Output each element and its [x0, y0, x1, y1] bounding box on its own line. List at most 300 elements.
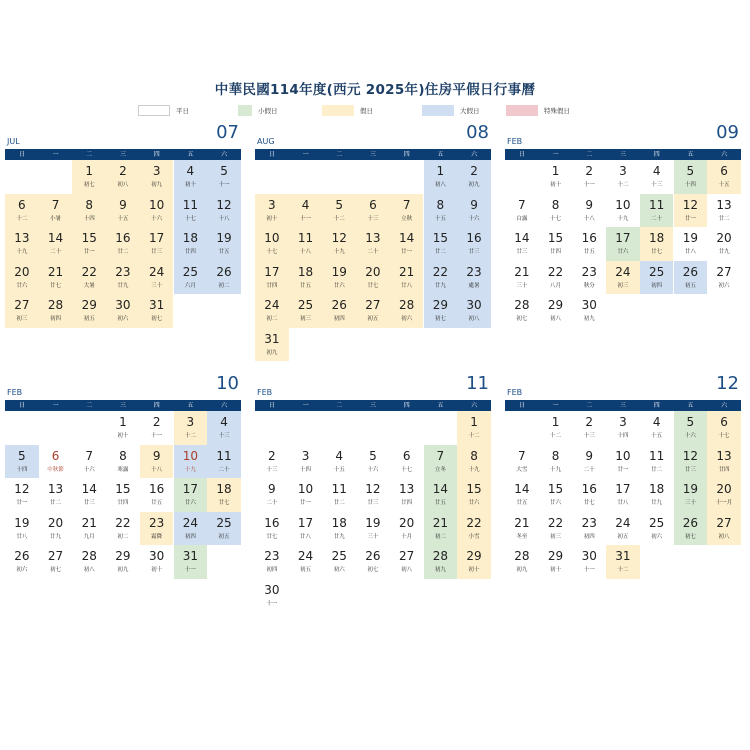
day-cell[interactable]	[140, 445, 174, 479]
lunar-date: 初三	[300, 316, 312, 322]
day-cell[interactable]	[207, 478, 241, 512]
day-cell[interactable]	[106, 227, 140, 261]
day-cell[interactable]	[255, 579, 289, 613]
day-number: 18	[649, 231, 665, 245]
day-cell[interactable]	[457, 545, 491, 579]
legend-swatch	[322, 105, 354, 116]
day-cell[interactable]	[457, 478, 491, 512]
day-cell[interactable]	[174, 478, 208, 512]
day-number: 1	[470, 415, 478, 429]
day-cell[interactable]	[207, 160, 241, 194]
day-cell[interactable]	[572, 478, 606, 512]
lunar-date: 初八	[401, 567, 413, 573]
day-cell[interactable]	[255, 261, 289, 295]
day-cell[interactable]	[356, 294, 390, 328]
month-number: 07	[216, 122, 239, 143]
month-number: 09	[716, 122, 739, 143]
day-number: 26	[682, 515, 698, 530]
lunar-date: 初六	[651, 533, 663, 540]
day-cell[interactable]	[72, 545, 106, 579]
day-cell[interactable]	[390, 194, 424, 228]
day-cell[interactable]	[539, 512, 573, 546]
lunar-date: 三十	[684, 500, 696, 506]
day-cell[interactable]	[640, 160, 674, 194]
day-number: 16	[581, 231, 597, 245]
day-number: 5	[220, 164, 228, 178]
lunar-date: 初九	[468, 182, 480, 188]
legend-small-holiday	[238, 104, 278, 116]
day-number: 16	[115, 231, 131, 245]
day-cell[interactable]	[72, 261, 106, 295]
day-cell[interactable]	[140, 227, 174, 261]
day-cell[interactable]	[356, 512, 390, 546]
month-abbr: JUL	[7, 137, 20, 146]
day-cell[interactable]	[572, 411, 606, 445]
day-cell[interactable]	[457, 512, 491, 546]
day-cell[interactable]	[5, 294, 39, 328]
day-number: 5	[335, 197, 344, 212]
day-number: 29	[81, 298, 97, 312]
day-cell[interactable]	[539, 227, 573, 261]
day-cell[interactable]	[356, 445, 390, 479]
day-cell[interactable]	[424, 545, 458, 579]
day-cell[interactable]	[207, 411, 241, 445]
month-number: 11	[466, 373, 489, 394]
day-cell[interactable]	[539, 445, 573, 479]
day-cell[interactable]	[174, 194, 208, 228]
day-number: 26	[365, 549, 381, 563]
day-cell[interactable]	[72, 160, 106, 194]
day-cell[interactable]	[356, 227, 390, 261]
day-cell[interactable]	[140, 512, 174, 546]
day-cell[interactable]	[39, 445, 73, 479]
lunar-date: 廿六	[184, 500, 196, 506]
weekday-label: 五	[437, 402, 444, 409]
day-cell[interactable]	[322, 261, 356, 295]
day-cell[interactable]	[322, 227, 356, 261]
day-cell[interactable]	[39, 478, 73, 512]
day-cell[interactable]	[640, 194, 674, 228]
day-cell[interactable]	[572, 227, 606, 261]
day-cell[interactable]	[572, 294, 606, 328]
lunar-date: 初八	[468, 316, 480, 322]
day-cell[interactable]	[106, 194, 140, 228]
day-cell[interactable]	[174, 411, 208, 445]
day-number: 23	[581, 515, 597, 530]
day-number: 6	[369, 197, 377, 212]
day-cell[interactable]	[539, 160, 573, 194]
day-cell[interactable]	[505, 445, 539, 479]
day-cell[interactable]	[356, 478, 390, 512]
day-cell[interactable]	[457, 445, 491, 479]
day-cell[interactable]	[39, 261, 73, 295]
day-cell[interactable]	[424, 227, 458, 261]
day-cell[interactable]	[707, 261, 741, 295]
day-number: 17	[264, 264, 280, 279]
lunar-date: 十六	[468, 215, 480, 222]
day-cell[interactable]	[606, 261, 640, 295]
day-cell[interactable]	[322, 294, 356, 328]
weekday-label: 日	[18, 402, 25, 409]
day-cell[interactable]	[255, 328, 289, 362]
day-cell[interactable]	[39, 227, 73, 261]
day-cell[interactable]	[539, 194, 573, 228]
legend-big-holiday	[422, 104, 480, 116]
lunar-date: 大雪	[516, 466, 528, 473]
lunar-date: 廿三	[468, 249, 480, 255]
day-cell[interactable]	[707, 445, 741, 479]
day-cell[interactable]	[356, 545, 390, 579]
lunar-date: 十二	[16, 215, 28, 222]
lunar-date: 二十	[50, 249, 62, 255]
day-cell[interactable]	[140, 411, 174, 445]
day-cell[interactable]	[5, 227, 39, 261]
day-cell[interactable]	[174, 512, 208, 546]
day-number: 10	[615, 197, 631, 212]
day-cell[interactable]	[640, 411, 674, 445]
day-cell[interactable]	[140, 294, 174, 328]
weekday-label: 日	[268, 151, 275, 158]
day-cell[interactable]	[140, 160, 174, 194]
day-number: 24	[182, 515, 198, 530]
lunar-date: 十七	[550, 215, 562, 222]
day-number: 22	[466, 515, 482, 530]
lunar-date: 十六	[151, 215, 163, 222]
lunar-date: 十五	[117, 215, 129, 222]
day-cell[interactable]	[640, 261, 674, 295]
day-number: 11	[182, 197, 198, 212]
day-cell[interactable]	[5, 545, 39, 579]
day-number: 27	[365, 298, 381, 312]
lunar-date: 廿七	[651, 249, 663, 255]
day-cell[interactable]	[255, 194, 289, 228]
day-number: 20	[47, 515, 64, 530]
day-cell[interactable]	[674, 445, 708, 479]
day-cell[interactable]	[106, 445, 140, 479]
day-cell[interactable]	[606, 512, 640, 546]
day-cell[interactable]	[505, 478, 539, 512]
day-cell[interactable]	[106, 512, 140, 546]
day-cell[interactable]	[255, 545, 289, 579]
day-number: 10	[615, 448, 631, 463]
day-cell[interactable]	[424, 445, 458, 479]
lunar-date: 廿一	[617, 466, 629, 473]
day-cell[interactable]	[174, 261, 208, 295]
lunar-date: 廿七	[583, 500, 595, 506]
day-cell[interactable]	[322, 194, 356, 228]
day-cell[interactable]	[39, 545, 73, 579]
day-number: 28	[81, 549, 97, 563]
day-cell[interactable]	[539, 411, 573, 445]
lunar-date: 初十	[184, 182, 196, 188]
day-number: 11	[649, 448, 665, 463]
day-cell[interactable]	[572, 194, 606, 228]
day-number: 4	[652, 415, 661, 429]
day-cell[interactable]	[640, 478, 674, 512]
lunar-date: 二十	[651, 215, 663, 222]
day-number: 17	[149, 231, 165, 245]
lunar-date: 廿八	[16, 533, 28, 540]
lunar-date: 十七	[718, 433, 730, 439]
day-cell[interactable]	[707, 512, 741, 546]
day-cell[interactable]	[505, 261, 539, 295]
lunar-date: 初九	[516, 567, 528, 573]
day-cell[interactable]	[174, 227, 208, 261]
day-cell[interactable]	[424, 512, 458, 546]
lunar-date: 初五	[617, 533, 629, 540]
day-number: 14	[399, 231, 415, 245]
day-number: 29	[115, 549, 131, 563]
day-cell[interactable]	[289, 445, 323, 479]
day-number: 28	[514, 549, 530, 563]
lunar-date: 廿三	[151, 249, 163, 255]
day-number: 3	[268, 197, 276, 212]
day-cell[interactable]	[457, 227, 491, 261]
day-cell[interactable]	[505, 545, 539, 579]
lunar-date: 十一	[184, 567, 196, 573]
day-number: 30	[466, 298, 482, 312]
day-cell[interactable]	[572, 445, 606, 479]
day-cell[interactable]	[106, 261, 140, 295]
weekday-label: 四	[153, 402, 160, 409]
lunar-date: 初七	[50, 567, 62, 573]
day-cell[interactable]	[457, 261, 491, 295]
day-cell[interactable]	[322, 545, 356, 579]
day-cell[interactable]	[674, 411, 708, 445]
lunar-date: 十四	[617, 433, 629, 439]
day-cell[interactable]	[39, 194, 73, 228]
day-number: 25	[649, 264, 665, 279]
lunar-date: 十九	[550, 466, 562, 473]
day-cell[interactable]	[390, 227, 424, 261]
day-number: 8	[551, 448, 560, 463]
day-cell[interactable]	[606, 227, 640, 261]
day-cell[interactable]	[505, 227, 539, 261]
day-cell[interactable]	[606, 478, 640, 512]
day-number: 7	[518, 448, 526, 463]
day-cell[interactable]	[72, 445, 106, 479]
day-number: 2	[152, 415, 161, 429]
day-cell[interactable]	[457, 194, 491, 228]
day-cell[interactable]	[255, 512, 289, 546]
day-cell[interactable]	[539, 294, 573, 328]
day-cell[interactable]	[5, 478, 39, 512]
day-cell[interactable]	[606, 445, 640, 479]
lunar-date: 十九	[184, 466, 196, 473]
day-cell[interactable]	[289, 545, 323, 579]
day-cell[interactable]	[674, 261, 708, 295]
day-cell[interactable]	[390, 478, 424, 512]
legend-holiday	[322, 104, 373, 116]
day-cell[interactable]	[322, 445, 356, 479]
day-cell[interactable]	[140, 478, 174, 512]
day-cell[interactable]	[39, 294, 73, 328]
day-cell[interactable]	[572, 545, 606, 579]
day-cell[interactable]	[39, 512, 73, 546]
lunar-date: 十四	[684, 182, 696, 188]
day-cell[interactable]	[640, 445, 674, 479]
lunar-date: 廿五	[434, 500, 446, 506]
day-cell[interactable]	[207, 445, 241, 479]
day-cell[interactable]	[606, 411, 640, 445]
day-number: 7	[51, 197, 60, 212]
day-cell[interactable]	[72, 227, 106, 261]
day-cell[interactable]	[505, 512, 539, 546]
day-cell[interactable]	[106, 478, 140, 512]
day-cell[interactable]	[424, 294, 458, 328]
day-cell[interactable]	[424, 194, 458, 228]
day-number: 28	[432, 549, 448, 563]
day-number: 2	[470, 164, 478, 178]
day-cell[interactable]	[606, 160, 640, 194]
day-cell[interactable]	[255, 445, 289, 479]
day-cell[interactable]	[140, 261, 174, 295]
lunar-date: 十二	[468, 433, 480, 439]
day-cell[interactable]	[707, 227, 741, 261]
day-cell[interactable]	[539, 478, 573, 512]
day-cell[interactable]	[255, 294, 289, 328]
day-cell[interactable]	[539, 261, 573, 295]
day-cell[interactable]	[140, 194, 174, 228]
day-number: 12	[331, 231, 347, 245]
day-cell[interactable]	[5, 512, 39, 546]
day-cell[interactable]	[640, 227, 674, 261]
day-number: 1	[551, 164, 560, 178]
day-cell[interactable]	[289, 261, 323, 295]
day-cell[interactable]	[289, 194, 323, 228]
day-cell[interactable]	[174, 160, 208, 194]
day-number: 16	[149, 482, 165, 496]
day-cell[interactable]	[106, 411, 140, 445]
day-cell[interactable]	[289, 294, 323, 328]
day-cell[interactable]	[289, 512, 323, 546]
day-number: 7	[436, 448, 445, 463]
page-title: 中華民國114年度(西元 2025年)住房平假日行事曆	[214, 82, 536, 98]
day-number: 8	[470, 448, 478, 463]
day-cell[interactable]	[505, 194, 539, 228]
day-cell[interactable]	[707, 194, 741, 228]
month-abbr: FEB	[257, 388, 273, 397]
day-cell[interactable]	[707, 478, 741, 512]
day-cell[interactable]	[5, 445, 39, 479]
lunar-date: 二十	[218, 466, 230, 473]
day-cell[interactable]	[174, 545, 208, 579]
lunar-date: 十三	[218, 433, 230, 439]
lunar-date: 廿四	[117, 500, 129, 506]
day-cell[interactable]	[5, 194, 39, 228]
day-cell[interactable]	[106, 160, 140, 194]
day-cell[interactable]	[707, 160, 741, 194]
day-cell[interactable]	[207, 227, 241, 261]
day-cell[interactable]	[707, 411, 741, 445]
lunar-date: 廿七	[218, 500, 230, 506]
day-number: 17	[615, 482, 631, 496]
day-number: 1	[551, 415, 560, 429]
weekday-label: 一	[52, 151, 59, 158]
lunar-date: 初十	[550, 567, 562, 573]
day-number: 15	[115, 482, 131, 496]
day-cell[interactable]	[5, 261, 39, 295]
day-cell[interactable]	[572, 512, 606, 546]
day-cell[interactable]	[390, 445, 424, 479]
day-cell[interactable]	[390, 261, 424, 295]
day-cell[interactable]	[207, 512, 241, 546]
day-cell[interactable]	[289, 227, 323, 261]
day-cell[interactable]	[72, 194, 106, 228]
day-cell[interactable]	[174, 445, 208, 479]
day-number: 29	[466, 549, 482, 563]
legend-label: 大假日	[460, 106, 480, 115]
day-number: 23	[581, 264, 597, 279]
day-cell[interactable]	[674, 478, 708, 512]
day-cell[interactable]	[289, 478, 323, 512]
day-cell[interactable]	[72, 294, 106, 328]
day-cell[interactable]	[390, 512, 424, 546]
day-cell[interactable]	[424, 160, 458, 194]
day-cell[interactable]	[356, 194, 390, 228]
day-cell[interactable]	[255, 478, 289, 512]
day-cell[interactable]	[457, 160, 491, 194]
day-cell[interactable]	[457, 294, 491, 328]
lunar-date: 初四	[266, 567, 278, 573]
day-number: 2	[119, 164, 127, 178]
lunar-date: 十二	[550, 433, 562, 439]
day-cell[interactable]	[640, 512, 674, 546]
day-cell[interactable]	[72, 478, 106, 512]
day-cell[interactable]	[505, 294, 539, 328]
lunar-date: 十六	[83, 466, 95, 473]
day-cell[interactable]	[207, 261, 241, 295]
lunar-date: 九月	[83, 533, 95, 540]
lunar-date: 廿八	[401, 282, 413, 289]
day-cell[interactable]	[255, 227, 289, 261]
day-number: 18	[216, 482, 232, 496]
lunar-date: 初八	[434, 182, 446, 188]
day-cell[interactable]	[424, 478, 458, 512]
day-cell[interactable]	[606, 545, 640, 579]
lunar-date: 廿八	[300, 533, 312, 540]
day-cell[interactable]	[674, 160, 708, 194]
day-cell[interactable]	[539, 545, 573, 579]
day-cell[interactable]	[356, 261, 390, 295]
day-cell[interactable]	[424, 261, 458, 295]
day-cell[interactable]	[207, 194, 241, 228]
day-cell[interactable]	[572, 261, 606, 295]
day-cell[interactable]	[390, 294, 424, 328]
day-cell[interactable]	[457, 411, 491, 445]
lunar-date: 初十	[117, 433, 129, 439]
day-number: 18	[182, 231, 198, 245]
day-cell[interactable]	[606, 194, 640, 228]
day-cell[interactable]	[390, 545, 424, 579]
day-number: 3	[619, 164, 627, 178]
day-cell[interactable]	[322, 512, 356, 546]
lunar-date: 廿五	[583, 249, 595, 255]
day-cell[interactable]	[674, 194, 708, 228]
lunar-date: 初二	[218, 282, 230, 289]
day-cell[interactable]	[140, 545, 174, 579]
day-cell[interactable]	[106, 294, 140, 328]
day-cell[interactable]	[572, 160, 606, 194]
lunar-date: 初四	[651, 282, 663, 289]
day-cell[interactable]	[322, 478, 356, 512]
day-cell[interactable]	[674, 512, 708, 546]
day-cell[interactable]	[72, 512, 106, 546]
lunar-date: 中秋節	[47, 466, 64, 473]
day-number: 24	[264, 298, 280, 312]
day-cell[interactable]	[674, 227, 708, 261]
day-cell[interactable]	[106, 545, 140, 579]
